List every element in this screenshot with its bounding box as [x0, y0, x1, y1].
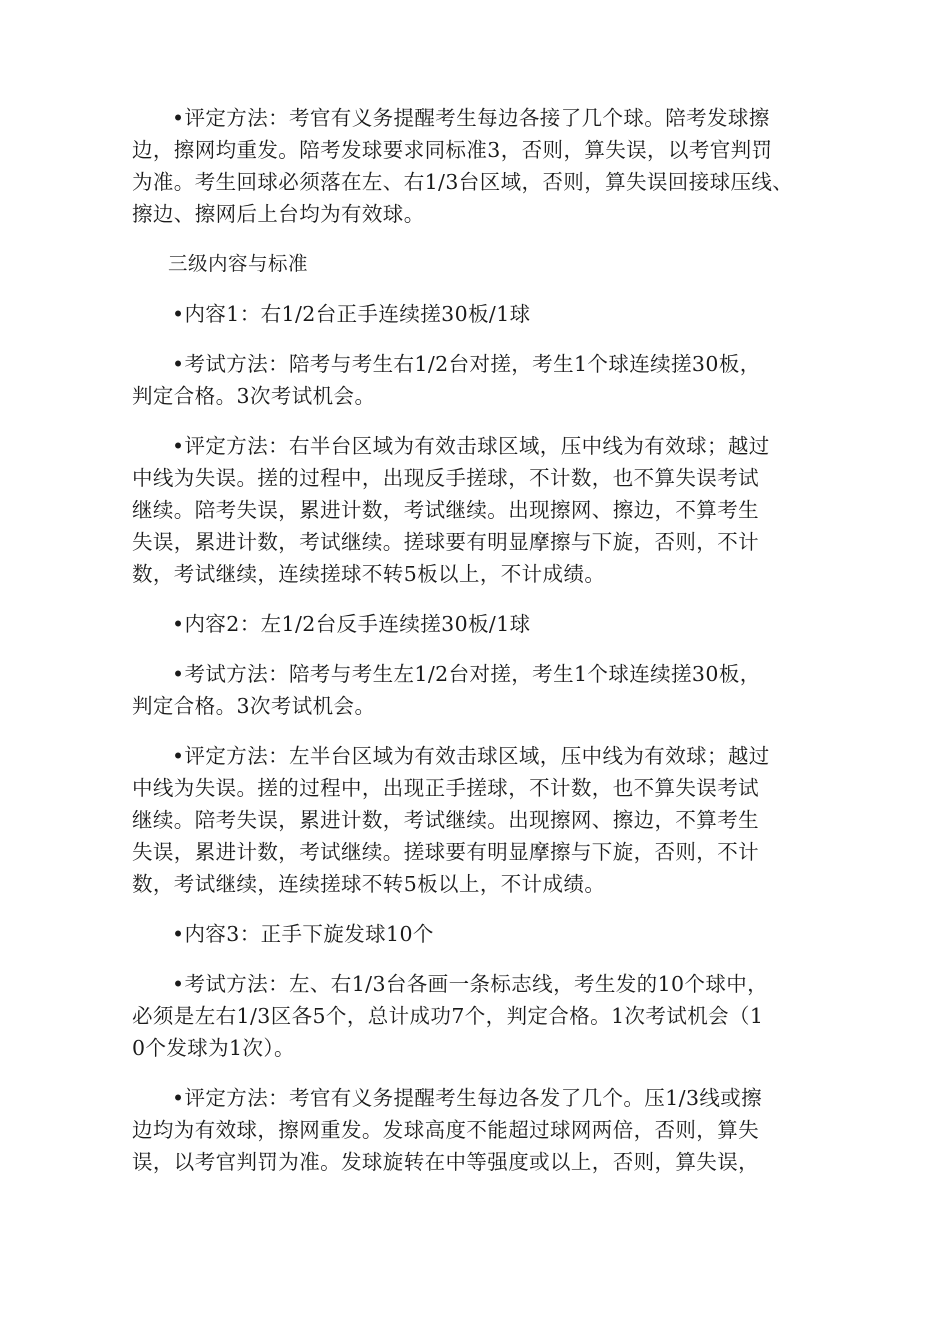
paragraph-exam-method-2: •考试方法：陪考与考生左1/2台对搓，考生1个球连续搓30板， 判定合格。3次考试机会。: [132, 662, 761, 718]
section-heading-level-3: 三级内容与标准: [168, 252, 309, 275]
paragraph-content-1: •内容1：右1/2台正手连续搓30板/1球: [172, 302, 531, 326]
document-body: [132, 102, 822, 1196]
paragraph-exam-method-3: •考试方法：左、右1/3台各画一条标志线，考生发的10个球中， 必须是左右1/3区各5个，总计成功7个，判定合格。1次考试机会（1 0个发球为1次）。: [132, 972, 769, 1060]
paragraph-evaluation-method-3: •评定方法：左半台区域为有效击球区域，压中线为有效球；越过 中线为失误。搓的过程中，出现正手搓球，不计数，也不算失误考试 继续。陪考失误，累进计数，考试继续。出现擦网、擦边，不算考生 失误，累进计数，考试继续。搓球要有明显摩擦与下旋，否则，不计 数，考试继续，连续搓球不转5板以上，不计成绩。: [132, 744, 770, 896]
paragraph-evaluation-method-2: •评定方法：右半台区域为有效击球区域，压中线为有效球；越过 中线为失误。搓的过程中，出现反手搓球，不计数，也不算失误考试 继续。陪考失误，累进计数，考试继续。出现擦网、擦边，不算考生 失误，累进计数，考试继续。搓球要有明显摩擦与下旋，否则，不计 数，考试继续，连续搓球不转5板以上，不计成绩。: [132, 434, 770, 586]
paragraph-evaluation-method-4: •评定方法：考官有义务提醒考生每边各发了几个。压1/3线或擦 边均为有效球，擦网重发。发球高度不能超过球网两倍，否则，算失 误，以考官判罚为准。发球旋转在中等强度或以上，否则，算失误，: [132, 1086, 763, 1174]
paragraph-exam-method-1: •考试方法：陪考与考生右1/2台对搓，考生1个球连续搓30板， 判定合格。3次考试机会。: [132, 352, 761, 408]
paragraph-content-3: •内容3：正手下旋发球10个: [172, 922, 434, 946]
paragraph-content-2: •内容2：左1/2台反手连续搓30板/1球: [172, 612, 531, 636]
paragraph-evaluation-method-1: •评定方法：考官有义务提醒考生每边各接了几个球。陪考发球擦 边，擦网均重发。陪考发球要求同标准3，否则，算失误，以考官判罚 为准。考生回球必须落在左、右1/3台区域，否则，算失误回接球压线、 擦边、擦网后上台均为有效球。: [132, 106, 794, 226]
